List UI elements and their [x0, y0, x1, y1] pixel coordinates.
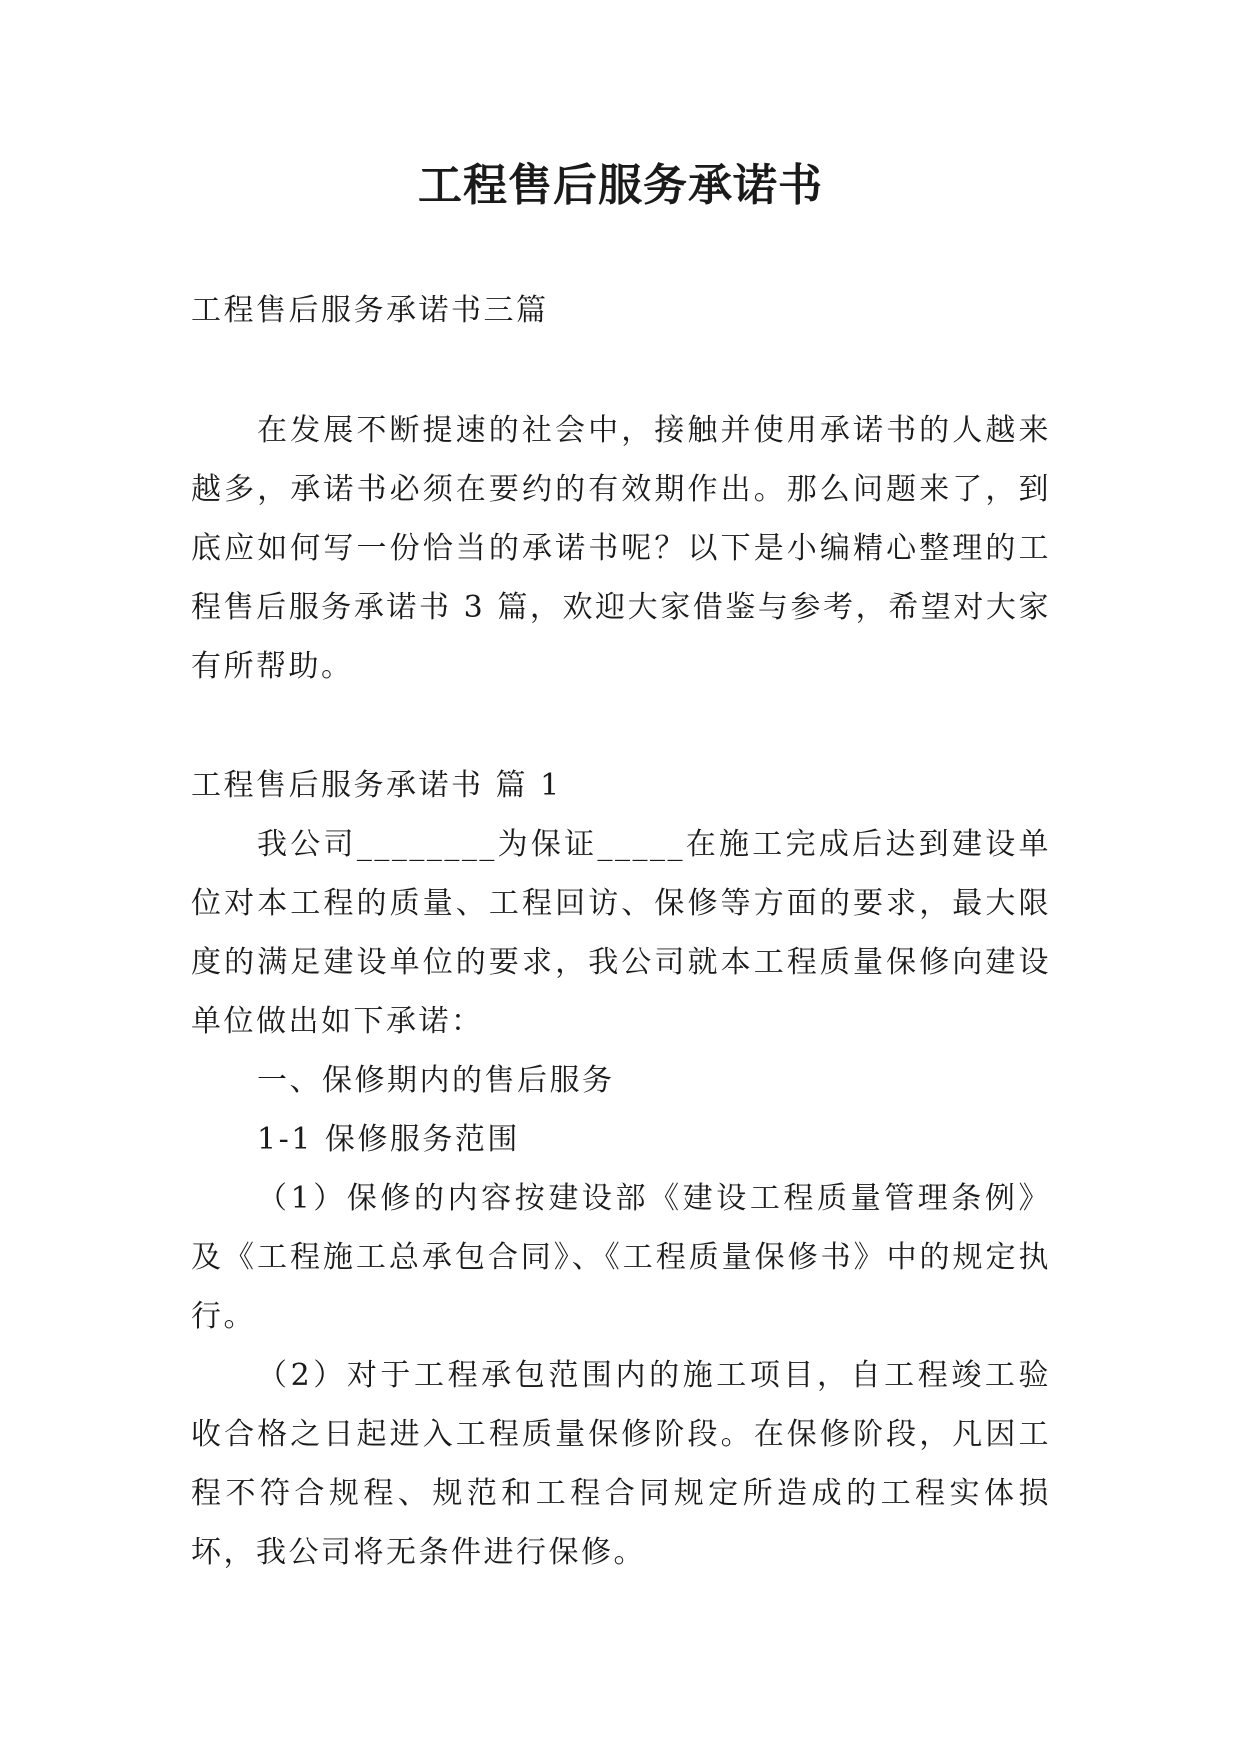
- body-paragraph: 我公司________为保证_____在施工完成后达到建设单位对本工程的质量、工程回访、保修等方面的要求，最大限度的满足建设单位的要求，我公司就本工程质量保修向建设单位做出如下承诺：: [191, 827, 1051, 1039]
- intro-paragraph: 在发展不断提速的社会中，接触并使用承诺书的人越来越多，承诺书必须在要约的有效期作出。那么问题来了，到底应如何写一份恰当的承诺书呢？以下是小编精心整理的工程售后服务承诺书 3 篇，欢迎大家借鉴与参考，希望对大家有所帮助。: [191, 413, 1051, 684]
- body-paragraph: （2）对于工程承包范围内的施工项目，自工程竣工验收合格之日起进入工程质量保修阶段。在保修阶段，凡因工程不符合规程、规范和工程合同规定所造成的工程实体损坏，我公司将无条件进行保修。: [191, 1358, 1051, 1570]
- document-subtitle: 工程售后服务承诺书三篇: [191, 293, 549, 328]
- body-paragraph: （1）保修的内容按建设部《建设工程质量管理条例》及《工程施工总承包合同》、《工程质量保修书》中的规定执行。: [191, 1181, 1051, 1334]
- body-paragraph: 一、保修期内的售后服务: [257, 1063, 615, 1098]
- body-paragraph: 1-1 保修服务范围: [257, 1122, 520, 1157]
- document-title: 工程售后服务承诺书: [418, 160, 823, 211]
- section-body: [191, 815, 1051, 1582]
- section-heading: 工程售后服务承诺书 篇 1: [191, 768, 562, 803]
